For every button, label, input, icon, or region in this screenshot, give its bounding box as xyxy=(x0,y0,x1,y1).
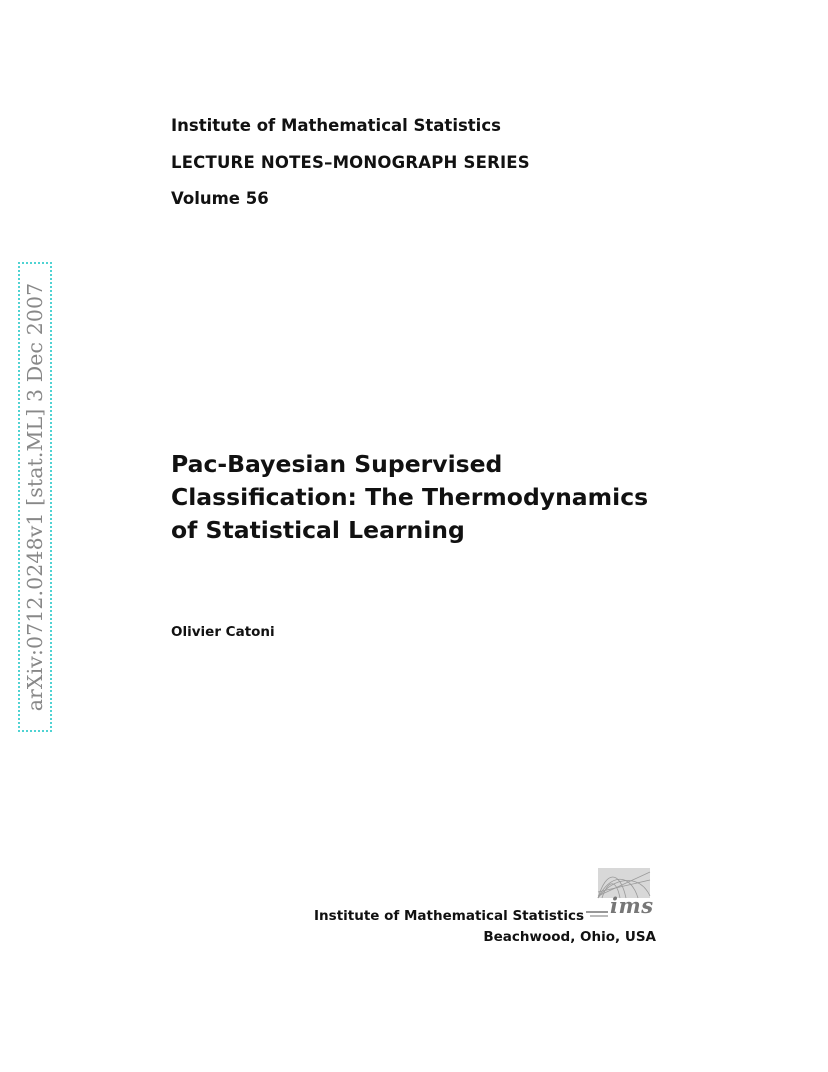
series-volume: Volume 56 xyxy=(171,189,269,208)
book-title xyxy=(171,448,691,547)
series-header xyxy=(171,118,530,208)
ims-logo-text: ims xyxy=(610,893,654,918)
publisher-name: Institute of Mathematical Statistics xyxy=(314,908,584,924)
arxiv-identifier[interactable]: arXiv:0712.0248v1 [stat.ML] 3 Dec 2007 xyxy=(23,282,47,712)
title-line-2: Classification: The Thermodynamics xyxy=(171,483,649,511)
title-line-3: of Statistical Learning xyxy=(171,516,465,544)
publisher-location: Beachwood, Ohio, USA xyxy=(483,929,656,945)
author-name: Olivier Catoni xyxy=(171,624,275,640)
arxiv-stamp[interactable] xyxy=(18,262,52,732)
series-name: LECTURE NOTES–MONOGRAPH SERIES xyxy=(171,152,530,172)
title-line-1: Pac-Bayesian Supervised xyxy=(171,450,503,478)
series-institute: Institute of Mathematical Statistics xyxy=(171,116,501,135)
